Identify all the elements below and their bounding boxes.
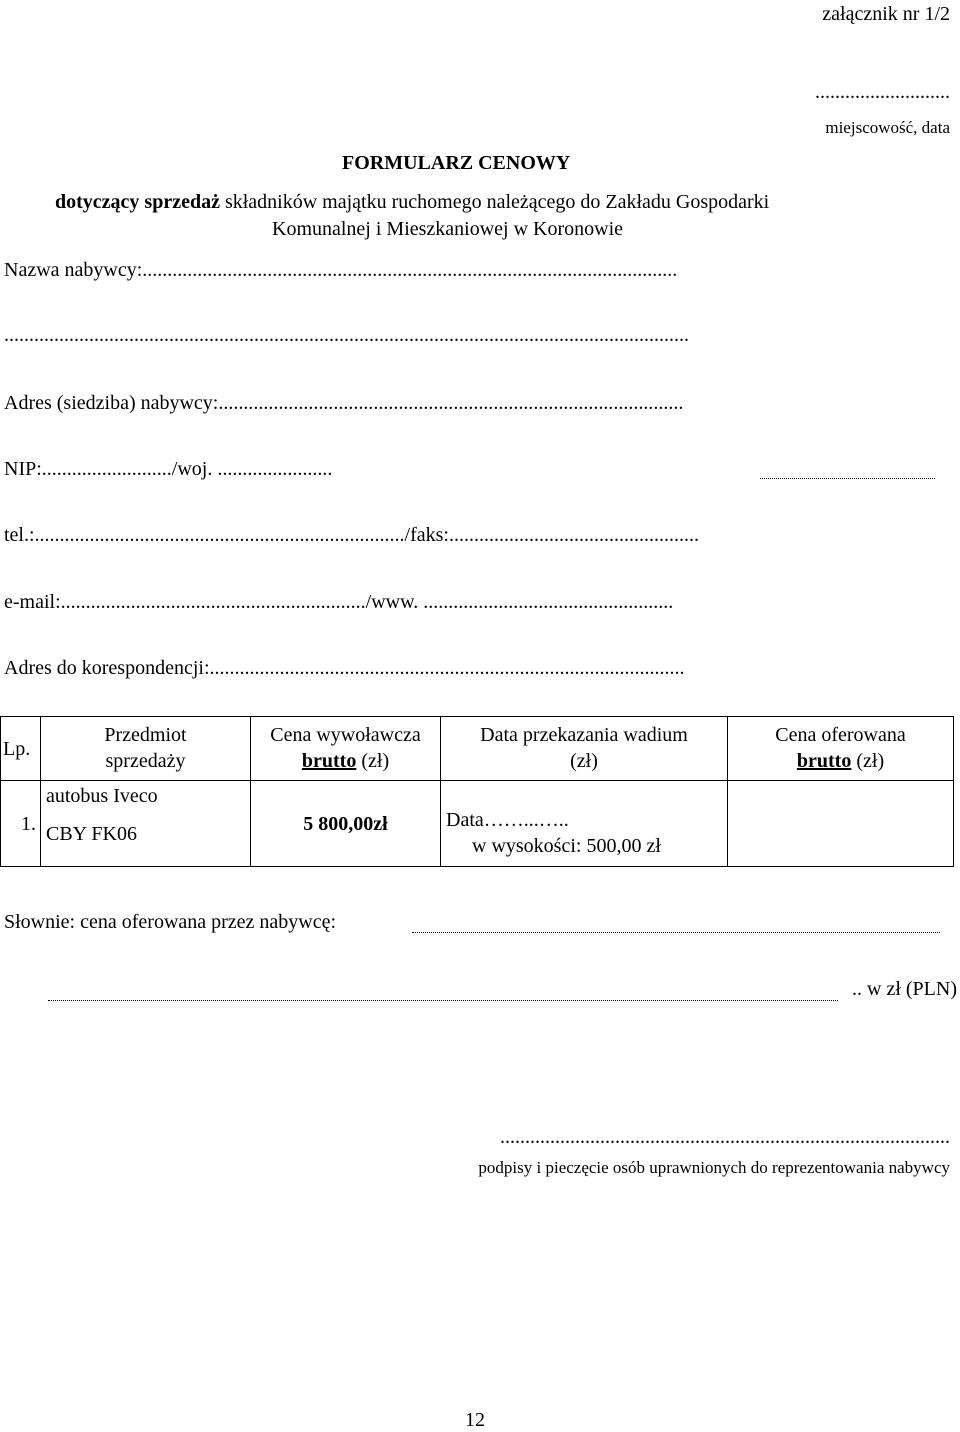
words-line1[interactable] [412,932,940,933]
place-date-dots: ........................... [815,81,950,103]
words-currency: .. w zł (PLN) [852,978,957,1000]
row-deposit: Data……...….. w wysokości: 500,00 zł [441,781,728,867]
page-number: 12 [465,1409,485,1431]
price-offer-brutto: brutto [796,750,852,772]
tel-fax-field[interactable]: tel.:........................................................................../faks:.................................................. [4,524,699,546]
words-line2[interactable] [48,1000,838,1001]
header-price-offer: Cena oferowana brutto (zł) [728,717,954,781]
form-subtitle-line2: Komunalnej i Mieszkaniowej w Koronowie [272,218,624,240]
correspondence-address-field[interactable]: Adres do korespondencji:............................................................................................... [4,657,685,679]
price-table [0,716,954,867]
form-subtitle [55,190,769,214]
header-price-start: Cena wywoławcza brutto (zł) [251,717,441,781]
table-header-row [1,717,954,781]
table-row [1,781,954,867]
email-www-field[interactable]: e-mail:............................................................./www. .................................................. [4,591,674,613]
nip-underline [760,478,935,479]
signature-label: podpisy i pieczęcie osób uprawnionych do reprezentowania nabywcy [478,1158,950,1177]
price-start-brutto: brutto [301,750,357,772]
row-price-offer-input[interactable] [728,781,954,867]
header-deposit: Data przekazania wadium (zł) [441,717,728,781]
row-subject: autobus Iveco CBY FK06 [41,781,251,867]
row-lp: 1. [1,781,41,867]
buyer-name-continuation[interactable]: ......................................................................................................................................... [4,324,689,346]
subtitle-bold: dotyczący sprzedaż [55,191,220,213]
place-date-label: miejscowość, data [825,118,950,137]
buyer-address-field[interactable]: Adres (siedziba) nabywcy:............................................................................................. [4,392,684,414]
words-label: Słownie: cena oferowana przez nabywcę: [4,911,337,933]
row-price-start: 5 800,00zł [251,781,441,867]
header-lp: Lp. [1,717,41,781]
subtitle-rest: składników majątku ruchomego należącego do Zakładu Gospodarki [219,191,770,213]
signature-dots: .......................................................................................... [500,1126,950,1148]
attachment-label: załącznik nr 1/2 [822,3,950,25]
header-subject: Przedmiot sprzedaży [41,717,251,781]
form-title: FORMULARZ CENOWY [342,152,571,174]
nip-voivodeship-field[interactable]: NIP:........................../woj. ....................... [4,458,333,480]
buyer-name-field[interactable]: Nazwa nabywcy:........................................................................................................... [4,259,678,281]
